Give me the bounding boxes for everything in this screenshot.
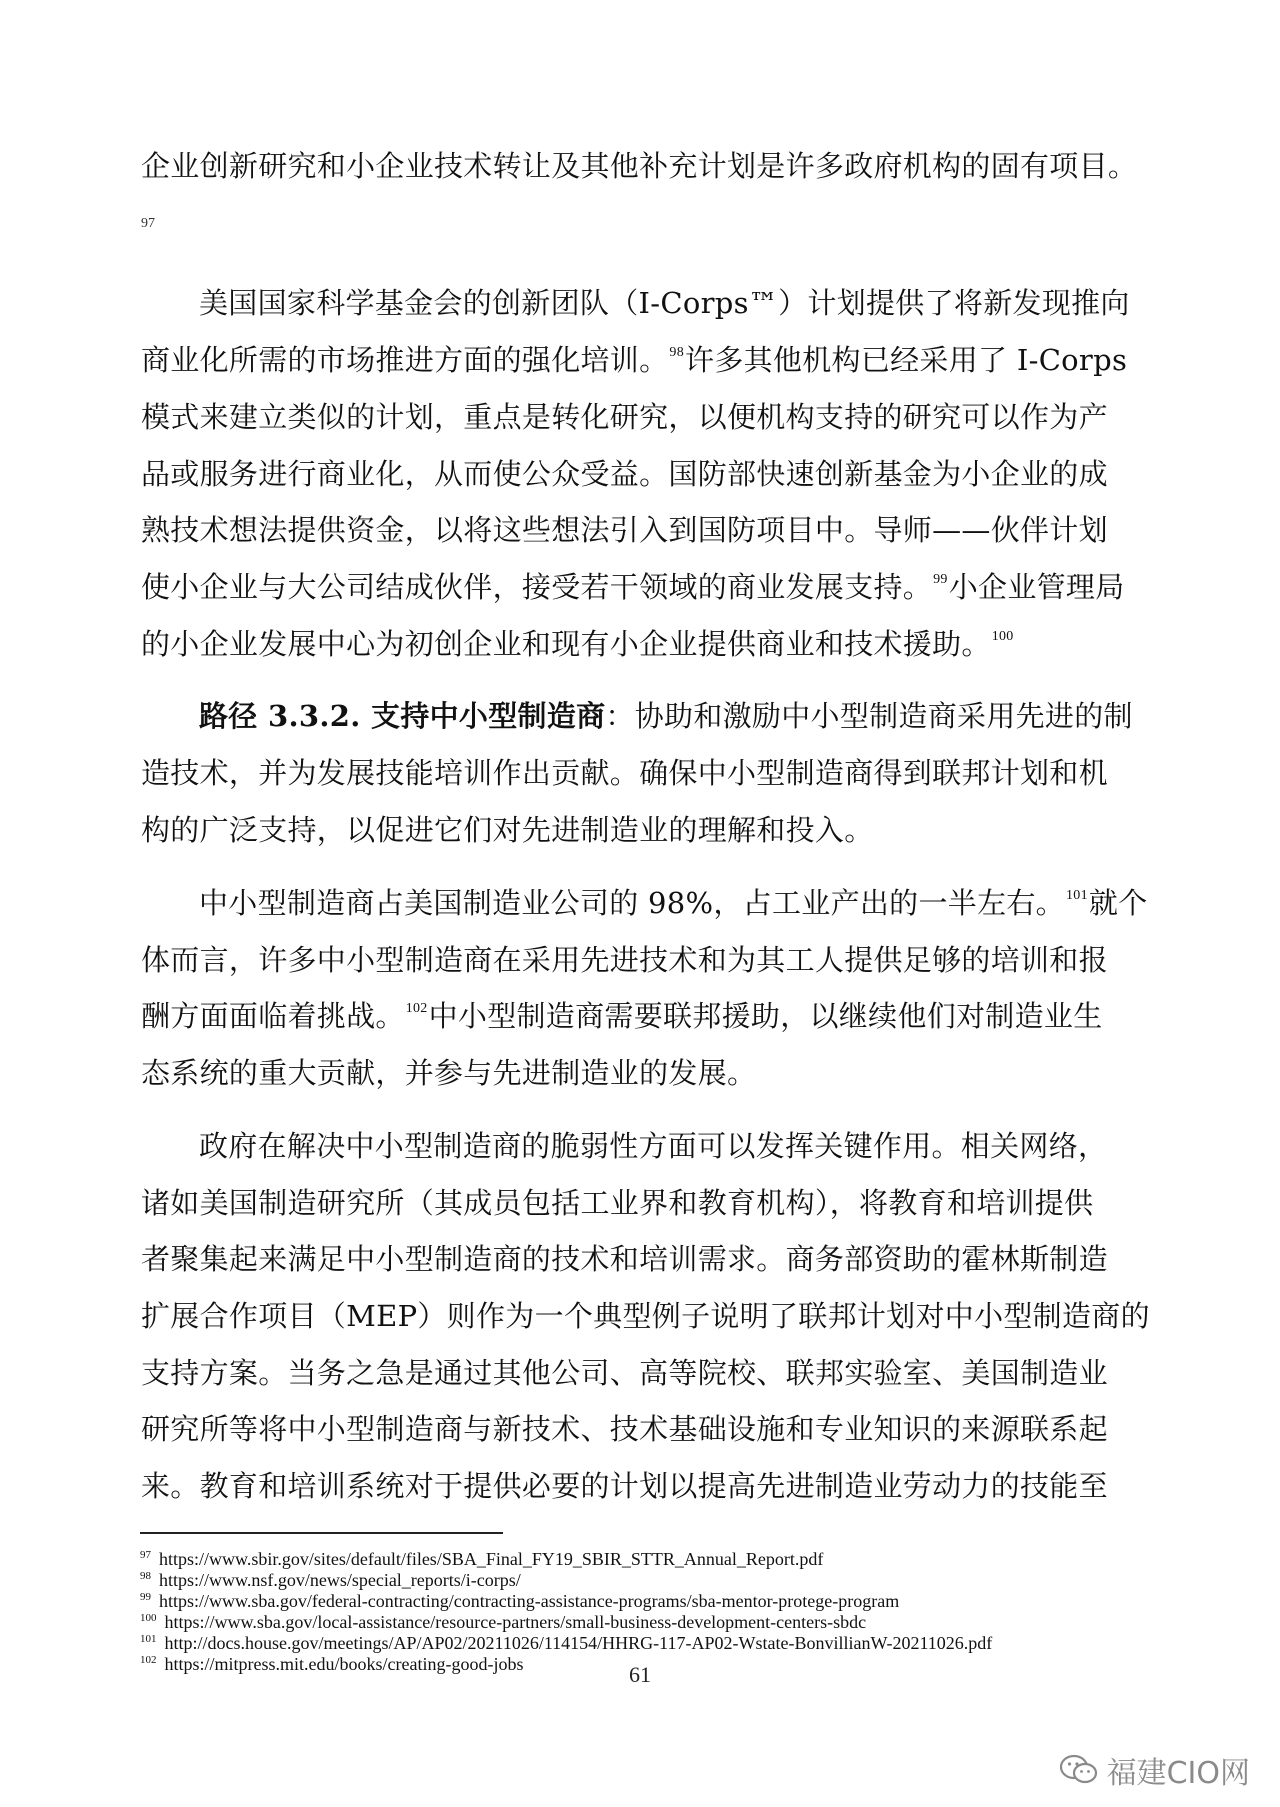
footnote-number: 98 xyxy=(140,1570,151,1582)
body-line: 模式来建立类似的计划，重点是转化研究，以便机构支持的研究可以作为产 xyxy=(141,400,1108,434)
footnote-number: 97 xyxy=(140,1549,151,1561)
watermark-text: 福建CIO网 xyxy=(1106,1756,1250,1791)
body-line: 者聚集起来满足中小型制造商的技术和培训需求。商务部资助的霍林斯制造 xyxy=(141,1242,1108,1276)
footnote-link[interactable]: http://docs.house.gov/meetings/AP/AP02/20211026/114154/HHRG-117-AP02-Wstate-BonvillianW-20211026.pdf xyxy=(164,1633,993,1653)
body-line xyxy=(141,342,1127,378)
footnote-number: 102 xyxy=(140,1654,157,1666)
footnote-divider xyxy=(140,1532,503,1534)
footnote-ref: 102 xyxy=(405,1001,428,1016)
body-line xyxy=(141,569,1125,605)
footnote-ref: 101 xyxy=(1065,888,1088,903)
body-line: 品或服务进行商业化，从而使公众受益。国防部快速创新基金为小企业的成 xyxy=(141,457,1108,491)
footnote-link[interactable]: https://www.sba.gov/local-assistance/resource-partners/small-business-development-centers-sbdc xyxy=(164,1612,867,1632)
body-line: 体而言，许多中小型制造商在采用先进技术和为其工人提供足够的培训和报 xyxy=(141,943,1108,977)
body-line: 诸如美国制造研究所（其成员包括工业界和教育机构），将教育和培训提供 xyxy=(141,1186,1094,1220)
body-line: 熟技术想法提供资金，以将这些想法引入到国防项目中。导师——伙伴计划 xyxy=(141,513,1108,547)
wechat-icon xyxy=(1059,1753,1099,1787)
body-text: 就个 xyxy=(1088,886,1148,920)
body-line xyxy=(141,998,1103,1034)
body-line: 企业创新研究和小企业技术转让及其他补充计划是许多政府机构的固有项目。 xyxy=(141,149,1138,183)
footnote-number: 99 xyxy=(140,1591,151,1603)
body-line: 支持方案。当务之急是通过其他公司、高等院校、联邦实验室、美国制造业 xyxy=(141,1356,1108,1390)
footnote-ref: 99 xyxy=(933,572,948,587)
body-line: 构的广泛支持，以促进它们对先进制造业的理解和投入。 xyxy=(141,813,874,847)
body-text: 中小型制造商占美国制造业公司的 98%，占工业产出的一半左右。 xyxy=(199,886,1065,920)
body-line: 态系统的重大贡献，并参与先进制造业的发展。 xyxy=(141,1056,757,1090)
body-line xyxy=(199,698,1133,734)
footnote-number: 100 xyxy=(140,1612,157,1624)
body-text: ：协助和激励中小型制造商采用先进的制 xyxy=(605,699,1133,733)
footnote-link[interactable]: https://www.nsf.gov/news/special_reports/i-corps/ xyxy=(159,1570,521,1590)
footnote-link[interactable]: https://mitpress.mit.edu/books/creating-good-jobs xyxy=(164,1654,524,1674)
footnote-number: 101 xyxy=(140,1633,157,1645)
page-number: 61 xyxy=(629,1662,651,1687)
footnote-ref: 100 xyxy=(991,629,1014,644)
body-text: 商业化所需的市场推进方面的强化培训。 xyxy=(141,343,669,377)
body-text: 小企业管理局 xyxy=(948,570,1125,604)
section-heading: 路径 3.3.2. 支持中小型制造商 xyxy=(199,699,606,733)
body-line: 政府在解决中小型制造商的脆弱性方面可以发挥关键作用。相关网络， xyxy=(199,1129,1108,1163)
footnote-ref: 97 xyxy=(141,216,155,231)
body-text: 使小企业与大公司结成伙伴，接受若干领域的商业发展支持。 xyxy=(141,570,933,604)
body-line: 研究所等将中小型制造商与新技术、技术基础设施和专业知识的来源联系起 xyxy=(141,1412,1108,1446)
footnote-link[interactable]: https://www.sbir.gov/sites/default/files/SBA_Final_FY19_SBIR_STTR_Annual_Report.pdf xyxy=(159,1549,824,1569)
body-line xyxy=(141,626,1015,662)
body-line: 扩展合作项目（MEP）则作为一个典型例子说明了联邦计划对中小型制造商的 xyxy=(141,1299,1150,1333)
body-line: 来。教育和培训系统对于提供必要的计划以提高先进制造业劳动力的技能至 xyxy=(141,1469,1108,1503)
body-line: 造技术，并为发展技能培训作出贡献。确保中小型制造商得到联邦计划和机 xyxy=(141,756,1108,790)
body-text: 中小型制造商需要联邦援助，以继续他们对制造业生 xyxy=(428,999,1103,1033)
body-text: 的小企业发展中心为初创企业和现有小企业提供商业和技术援助。 xyxy=(141,627,991,661)
body-text: 许多其他机构已经采用了 I-Corps xyxy=(685,343,1128,377)
body-line: 美国国家科学基金会的创新团队（I-Corps™）计划提供了将新发现推向 xyxy=(199,286,1130,320)
body-text: 酬方面面临着挑战。 xyxy=(141,999,405,1033)
footnote-link[interactable]: https://www.sba.gov/federal-contracting/contracting-assistance-programs/sba-mentor-protege-program xyxy=(159,1591,900,1611)
footnote-ref: 98 xyxy=(669,345,685,360)
watermark xyxy=(1059,1748,1250,1792)
body-line xyxy=(199,885,1148,921)
